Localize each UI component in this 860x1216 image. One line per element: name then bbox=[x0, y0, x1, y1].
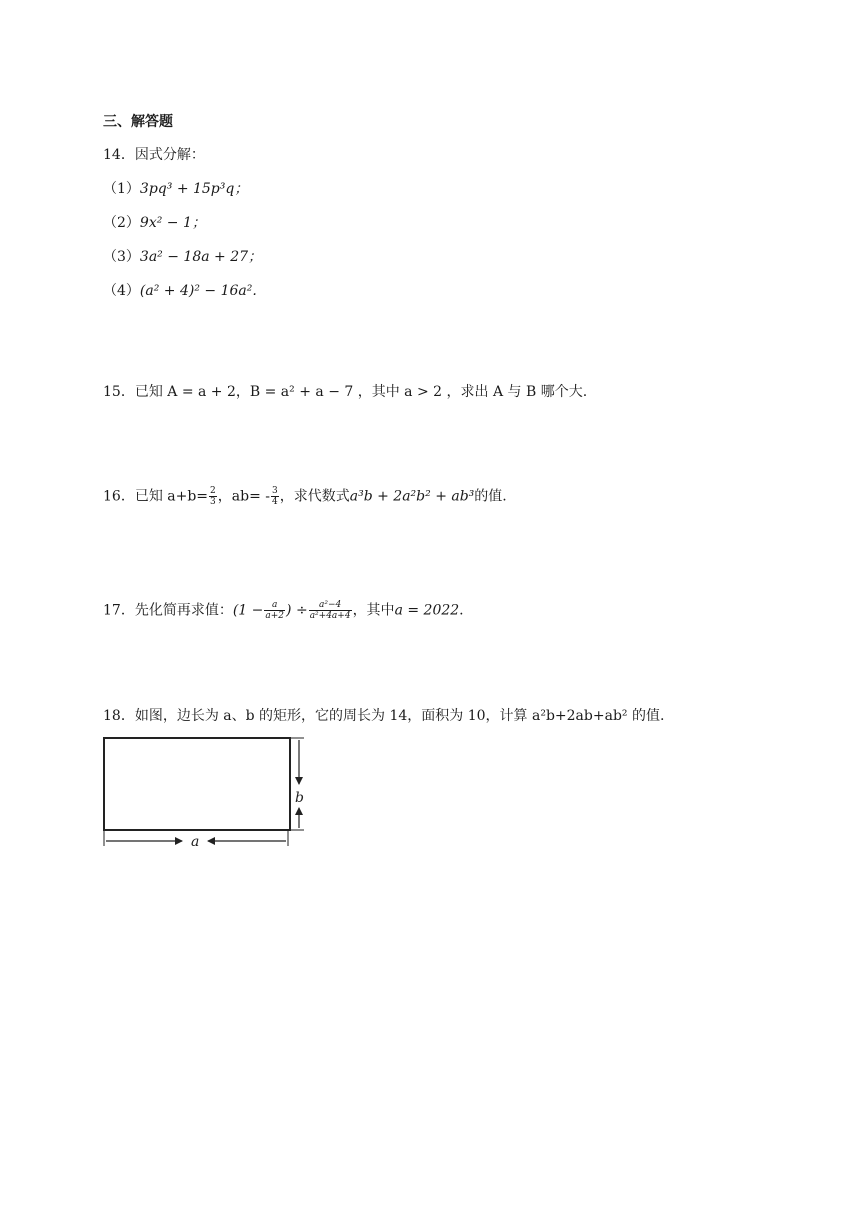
q16-fraction-1 bbox=[209, 486, 217, 507]
rectangle-shape bbox=[104, 738, 290, 830]
q17-end: . bbox=[459, 602, 464, 619]
q17-frac1-den: a+2 bbox=[265, 611, 285, 621]
q16-expr: a³b + 2a²b² + ab³ bbox=[349, 488, 475, 505]
q14-item-1 bbox=[103, 179, 248, 199]
q14-item-2 bbox=[103, 213, 206, 233]
q14-item-4 bbox=[103, 281, 257, 301]
q17-prefix: 17．先化简再求值： bbox=[103, 602, 233, 619]
rectangle-figure bbox=[102, 736, 312, 848]
q14-item-3 bbox=[103, 247, 262, 267]
label-a: a bbox=[191, 834, 200, 848]
q16 bbox=[103, 486, 507, 507]
q14-stem: 14．因式分解： bbox=[103, 147, 205, 163]
q17-tail-label: ，其中 bbox=[352, 602, 395, 619]
q14-item-4-expr: (a² + 4)² − 16a². bbox=[139, 283, 257, 299]
q15-text: 15．已知 A = a + 2，B = a² + a − 7 ，其中 a > 2 ，求出 A 与 B 哪个大. bbox=[103, 384, 588, 400]
q16-frac2-num: 3 bbox=[272, 486, 278, 496]
q17 bbox=[103, 600, 464, 621]
q14-item-3-num: （3） bbox=[103, 249, 140, 265]
q14-item-2-expr: 9x² − 1； bbox=[139, 215, 206, 231]
q16-tail: 的值. bbox=[474, 488, 507, 505]
q16-frac1-den: 3 bbox=[210, 497, 216, 507]
q17-expr-open: (1 − bbox=[232, 602, 264, 619]
q16-prefix: 16．已知 a+b= bbox=[103, 488, 209, 505]
q17-frac1-num: a bbox=[264, 600, 285, 611]
q14-item-3-expr: 3a² − 18a + 27； bbox=[139, 249, 263, 265]
q16-frac1-num: 2 bbox=[210, 486, 216, 496]
q16-suffix-label: ，求代数式 bbox=[279, 488, 350, 505]
q17-fraction-1 bbox=[264, 600, 285, 621]
q17-tail-expr: a = 2022 bbox=[394, 602, 460, 619]
q17-frac2-den: a²+4a+4 bbox=[309, 611, 351, 621]
q17-fraction-2 bbox=[309, 600, 352, 621]
q16-fraction-2 bbox=[271, 486, 279, 507]
q14-item-1-num: （1） bbox=[103, 181, 140, 197]
section-title: 三、解答题 bbox=[103, 114, 173, 130]
q16-mid: ，ab= - bbox=[217, 488, 271, 505]
q14-item-4-num: （4） bbox=[103, 283, 140, 299]
label-b: b bbox=[295, 790, 304, 806]
q14-item-2-num: （2） bbox=[103, 215, 140, 231]
q14-item-1-expr: 3pq³ + 15p³q； bbox=[139, 181, 249, 197]
q18-text: 18．如图，边长为 a、b 的矩形，它的周长为 14，面积为 10，计算 a²b+2ab+ab² 的值. bbox=[103, 708, 665, 724]
q17-expr-mid: ) ÷ bbox=[286, 602, 308, 619]
q17-frac2-num: a²−4 bbox=[309, 600, 352, 611]
rectangle-diagram bbox=[102, 736, 312, 848]
q16-frac2-den: 4 bbox=[272, 497, 278, 507]
